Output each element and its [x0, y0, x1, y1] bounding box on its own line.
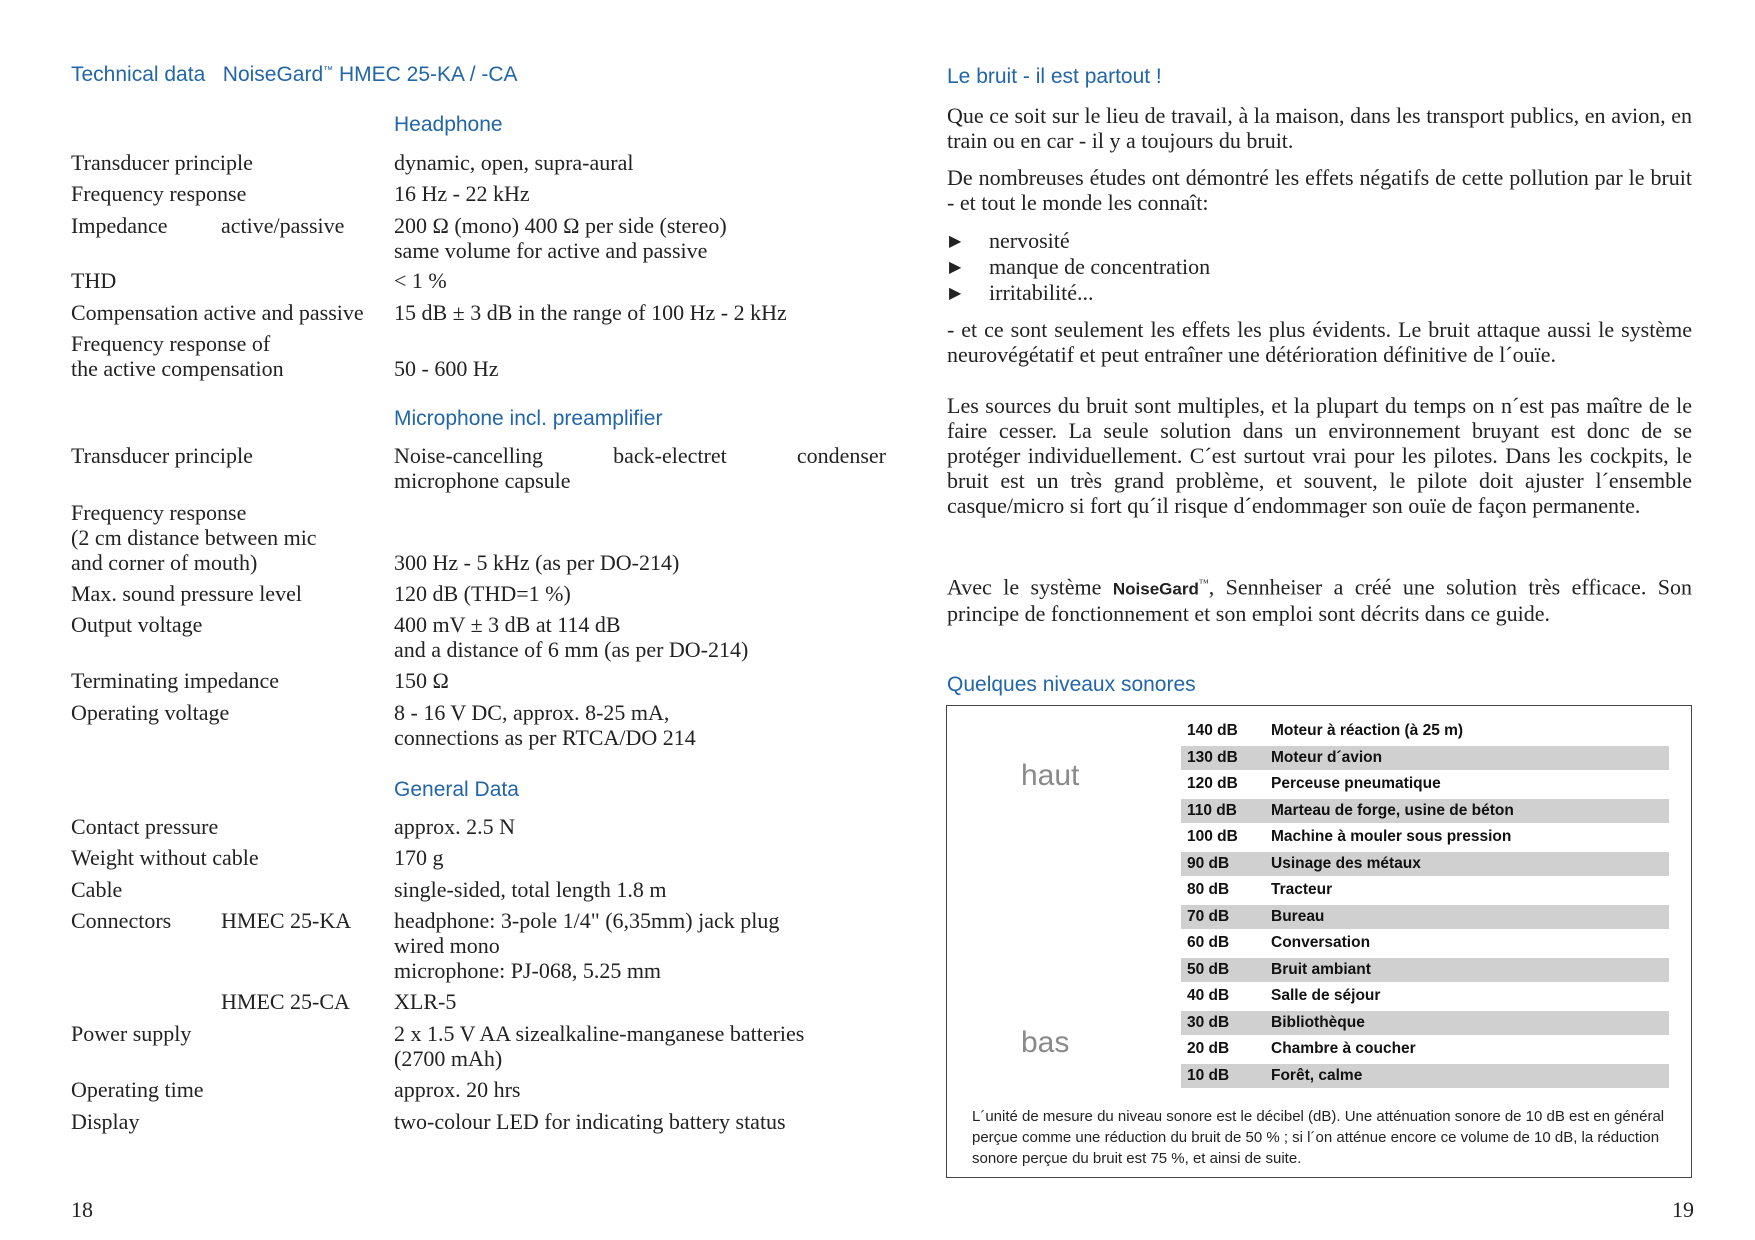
- level-label: Machine à mouler sous pression: [1271, 828, 1512, 845]
- effects-list: [947, 228, 1647, 306]
- spec-value: 300 Hz - 5 kHz (as per DO-214): [394, 550, 680, 575]
- spec-value-line: 400 mV ± 3 dB at 114 dB: [394, 612, 621, 637]
- spec-label-line: Frequency response of: [71, 331, 271, 356]
- level-db: 110 dB: [1187, 802, 1237, 819]
- spec-value-line: headphone: 3-pole 1/4" (6,35mm) jack plug: [394, 908, 780, 933]
- spec-value: [394, 443, 886, 493]
- level-db: 130 dB: [1187, 749, 1238, 766]
- brand-name: NoiseGard: [1112, 579, 1199, 599]
- spec-value: 150 Ω: [394, 668, 449, 693]
- list-item: [947, 228, 1647, 254]
- level-db: 80 dB: [1187, 881, 1230, 898]
- spec-value-line: microphone capsule: [394, 468, 571, 493]
- sound-level-row: [1181, 746, 1669, 770]
- spec-label: Display: [71, 1109, 140, 1134]
- list-item: [947, 280, 1647, 306]
- sound-level-row: [1181, 1064, 1669, 1088]
- list-item-text: manque de concentration: [989, 254, 1211, 279]
- right-page: [877, 0, 1755, 1240]
- title-prefix: Technical data: [71, 63, 206, 86]
- low-label: bas: [1021, 1026, 1070, 1059]
- spec-value-line: (2700 mAh): [394, 1046, 503, 1071]
- spec-value-line: and a distance of 6 mm (as per DO-214): [394, 637, 749, 662]
- sound-level-row: [1181, 772, 1669, 796]
- bullet-triangle-icon: ▶: [949, 285, 962, 302]
- level-label: Chambre à coucher: [1271, 1040, 1416, 1057]
- level-db: 40 dB: [1187, 987, 1230, 1004]
- sources-paragraph: Les sources du bruit sont multiples, et la plupart du temps on n´est pas maître de le faire cesser. La seule solution dans un environnement bruyant est donc de se protéger individuellement. C´est surtout vrai pour les pilotes. Dans les cockpits, le bruit est un très grand problème, et souvent, le pilote doit ajuster l´ensemble casque/micro si fort qu´il risque d´endommager son ouïe de façon permanente.: [947, 393, 1692, 518]
- spec-value: two-colour LED for indicating battery status: [394, 1109, 786, 1134]
- spec-value: 170 g: [394, 845, 444, 870]
- spec-sublabel: HMEC 25-CA: [221, 989, 350, 1014]
- spec-value-line: 8 - 16 V DC, approx. 8-25 mA,: [394, 700, 670, 725]
- list-item: [947, 254, 1647, 280]
- spec-value: approx. 2.5 N: [394, 814, 515, 839]
- level-db: 70 dB: [1187, 908, 1230, 925]
- level-label: Bruit ambiant: [1271, 961, 1371, 978]
- sound-level-row: [1181, 719, 1669, 743]
- title-product: NoiseGard: [222, 63, 324, 86]
- general-data-heading: General Data: [394, 778, 519, 801]
- spec-value-line: microphone: PJ-068, 5.25 mm: [394, 958, 662, 983]
- spec-value: 15 dB ± 3 dB in the range of 100 Hz - 2 kHz: [394, 300, 787, 325]
- spec-value-line: 2 x 1.5 V AA sizealkaline-manganese batteries: [394, 1021, 805, 1046]
- spec-value: < 1 %: [394, 268, 447, 293]
- spec-label: [71, 500, 391, 575]
- spec-label: [71, 331, 391, 381]
- solution-text-end: , Sennheiser a créé une solution très efficace. Son principe de fonctionnement et son emploi sont décrits dans ce guide.: [947, 574, 1693, 627]
- high-label: haut: [1021, 759, 1080, 792]
- level-db: 90 dB: [1187, 855, 1230, 872]
- level-db: 20 dB: [1187, 1040, 1230, 1057]
- spec-label: Impedance: [71, 213, 168, 238]
- spec-label: Power supply: [71, 1021, 192, 1046]
- spec-label: Operating voltage: [71, 700, 230, 725]
- page-number: 18: [71, 1197, 93, 1222]
- level-db: 30 dB: [1187, 1014, 1230, 1031]
- spec-label: Compensation active and passive: [71, 300, 364, 325]
- spec-label-line: and corner of mouth): [71, 550, 258, 575]
- spec-label: Weight without cable: [71, 845, 259, 870]
- spec-label: Operating time: [71, 1077, 204, 1102]
- spec-label: Cable: [71, 877, 123, 902]
- title-trademark: ™: [323, 65, 334, 76]
- level-db: 120 dB: [1187, 775, 1238, 792]
- decibel-note: L´unité de mesure du niveau sonore est le décibel (dB). Une atténuation sonore de 10 dB est en général perçue comme une réduction du bruit de 50 % ; si l´on atténue encore ce volume de 10 dB, la réduction sonore perçue du bruit est 75 %, et ainsi de suite.: [972, 1108, 1665, 1167]
- spec-value: [394, 1021, 886, 1071]
- studies-paragraph: De nombreuses études ont démontré les effets négatifs de cette pollution par le bruit - et tout le monde les connaît:: [947, 165, 1692, 215]
- microphone-heading: Microphone incl. preamplifier: [394, 407, 663, 430]
- list-item-text: irritabilité...: [989, 280, 1094, 305]
- spec-value: 16 Hz - 22 kHz: [394, 181, 530, 206]
- level-label: Bibliothèque: [1271, 1014, 1365, 1031]
- level-db: 50 dB: [1187, 961, 1230, 978]
- level-label: Moteur d´avion: [1271, 749, 1383, 766]
- sound-level-row: [1181, 1037, 1669, 1061]
- spec-label: Max. sound pressure level: [71, 581, 302, 606]
- noise-heading: Le bruit - il est partout !: [947, 65, 1162, 88]
- level-label: Forêt, calme: [1271, 1067, 1363, 1084]
- bullet-triangle-icon: ▶: [949, 259, 962, 276]
- spec-value: single-sided, total length 1.8 m: [394, 877, 667, 902]
- brand-trademark: ™: [1198, 578, 1209, 589]
- spec-value: 120 dB (THD=1 %): [394, 581, 571, 606]
- spec-label: THD: [71, 268, 117, 293]
- spec-label-line: Frequency response: [71, 500, 247, 525]
- spec-label: Transducer principle: [71, 150, 253, 175]
- sound-level-row: [1181, 852, 1669, 876]
- headphone-heading: Headphone: [394, 113, 503, 136]
- spec-label: Transducer principle: [71, 443, 253, 468]
- level-label: Marteau de forge, usine de béton: [1271, 802, 1514, 819]
- spec-value-line: Noise-cancelling back-electret condenser: [394, 443, 886, 468]
- spec-sublabel: HMEC 25-KA: [221, 908, 352, 933]
- sound-levels-box: [946, 705, 1692, 1178]
- spec-label-line: the active compensation: [71, 356, 284, 381]
- sound-level-row: [1181, 984, 1669, 1008]
- spec-value: [394, 908, 886, 983]
- level-db: 60 dB: [1187, 934, 1230, 951]
- spec-sublabel: active/passive: [221, 213, 345, 238]
- spec-value-line: connections as per RTCA/DO 214: [394, 725, 696, 750]
- spec-value-line: wired mono: [394, 933, 500, 958]
- level-label: Bureau: [1271, 908, 1325, 925]
- sound-level-row: [1181, 1011, 1669, 1035]
- bullet-triangle-icon: ▶: [949, 233, 962, 250]
- sound-level-row: [1181, 799, 1669, 823]
- spec-value: approx. 20 hrs: [394, 1077, 521, 1102]
- spec-label: Contact pressure: [71, 814, 219, 839]
- effects-paragraph: - et ce sont seulement les effets les plus évidents. Le bruit attaque aussi le système neurovégétatif et peut entraîner une détérioration définitive de l´ouïe.: [947, 317, 1692, 367]
- level-label: Salle de séjour: [1271, 987, 1381, 1004]
- level-label: Perceuse pneumatique: [1271, 775, 1441, 792]
- spec-value: [394, 700, 886, 750]
- solution-paragraph: [947, 571, 1692, 626]
- spec-value: [394, 213, 886, 263]
- page-number: 19: [1672, 1197, 1694, 1222]
- sound-level-row: [1181, 905, 1669, 929]
- level-label: Tracteur: [1271, 881, 1333, 898]
- sound-level-row: [1181, 931, 1669, 955]
- technical-data-title: [71, 63, 518, 87]
- sound-level-row: [1181, 878, 1669, 902]
- spec-label: Connectors: [71, 908, 172, 933]
- level-label: Conversation: [1271, 934, 1371, 951]
- spec-value-line: 200 Ω (mono) 400 Ω per side (stereo): [394, 213, 727, 238]
- level-db: 100 dB: [1187, 828, 1238, 845]
- intro-paragraph: Que ce soit sur le lieu de travail, à la maison, dans les transport publics, en avion, en train ou en car - il y a toujours du bruit.: [947, 103, 1692, 153]
- solution-text-start: Avec le système: [947, 574, 1102, 600]
- spec-label: Output voltage: [71, 612, 203, 637]
- title-model: HMEC 25-KA / -CA: [339, 63, 518, 86]
- list-item-text: nervosité: [989, 228, 1070, 253]
- spec-label-line: (2 cm distance between mic: [71, 525, 317, 550]
- level-label: Usinage des métaux: [1271, 855, 1421, 872]
- spec-value: XLR-5: [394, 989, 457, 1014]
- sound-levels-heading: Quelques niveaux sonores: [947, 673, 1196, 696]
- level-label: Moteur à réaction (à 25 m): [1271, 722, 1464, 739]
- spec-value: [394, 612, 886, 662]
- sound-level-row: [1181, 958, 1669, 982]
- spec-label: Terminating impedance: [71, 668, 279, 693]
- spec-value: 50 - 600 Hz: [394, 356, 499, 381]
- spec-label: Frequency response: [71, 181, 247, 206]
- sound-level-row: [1181, 825, 1669, 849]
- spec-value-line: same volume for active and passive: [394, 238, 708, 263]
- level-db: 10 dB: [1187, 1067, 1230, 1084]
- spec-value: dynamic, open, supra-aural: [394, 150, 634, 175]
- level-db: 140 dB: [1187, 722, 1238, 739]
